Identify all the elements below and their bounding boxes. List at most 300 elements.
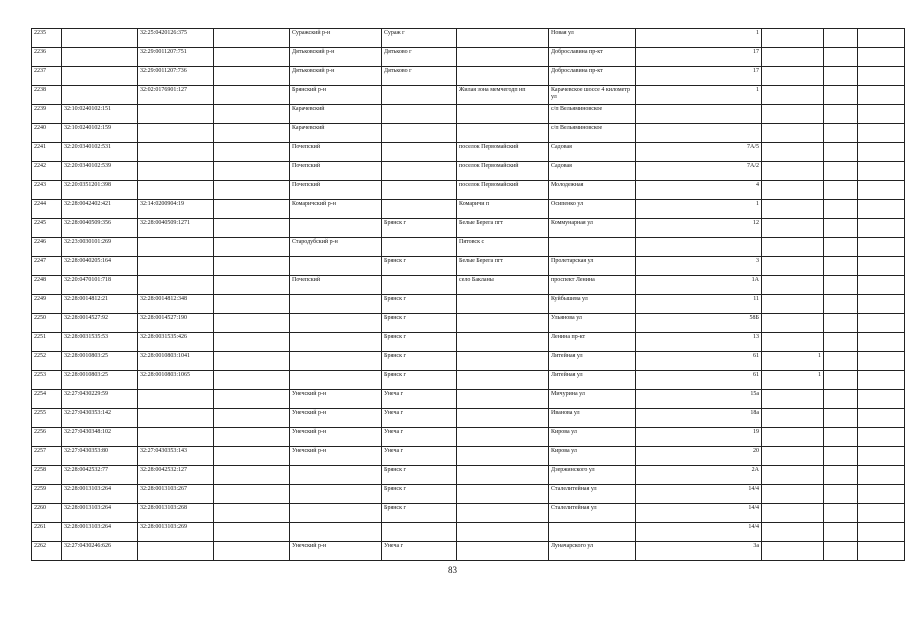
district-cell: Унечский р-н (290, 428, 382, 447)
empty-cell (214, 409, 290, 428)
building-cell (762, 466, 824, 485)
building-cell (762, 333, 824, 352)
street-cell: Луначарского ул (549, 542, 636, 561)
row-number-cell: 2235 (32, 29, 62, 48)
table-row (32, 86, 905, 105)
settlement-cell (457, 428, 549, 447)
city-cell: Унеча г (382, 447, 457, 466)
street-cell: Садовая (549, 143, 636, 162)
house-number-cell: 14/4 (636, 485, 762, 504)
house-number-cell (636, 105, 762, 124)
settlement-cell: Белые Берега пгт (457, 219, 549, 238)
house-number-cell: 61 (636, 352, 762, 371)
district-cell (290, 219, 382, 238)
city-cell: Брянск г (382, 371, 457, 390)
extra-cell-2 (858, 428, 905, 447)
building-cell (762, 143, 824, 162)
district-cell: Почепский (290, 181, 382, 200)
district-cell: Дятьковский р-н (290, 67, 382, 86)
house-number-cell (636, 238, 762, 257)
street-cell: с/п Вельяминовское (549, 124, 636, 143)
table-row (32, 428, 905, 447)
extra-cell (824, 181, 858, 200)
house-number-cell: 15а (636, 390, 762, 409)
house-number-cell: 14/4 (636, 504, 762, 523)
district-cell: Унечский р-н (290, 390, 382, 409)
city-cell: Брянск г (382, 466, 457, 485)
table-row (32, 200, 905, 219)
extra-cell (824, 371, 858, 390)
city-cell (382, 162, 457, 181)
district-cell (290, 257, 382, 276)
district-cell (290, 295, 382, 314)
cadastral-number-cell: 32:28:0040205:164 (62, 257, 138, 276)
city-cell: Брянск г (382, 485, 457, 504)
settlement-cell (457, 390, 549, 409)
settlement-cell: Жилая зона мемчегодп нп (457, 86, 549, 105)
row-number-cell: 2259 (32, 485, 62, 504)
settlement-cell (457, 485, 549, 504)
settlement-cell (457, 371, 549, 390)
settlement-cell: поселок Первомайский (457, 162, 549, 181)
parent-cadastral-number-cell: 32:28:0010803:1065 (138, 371, 214, 390)
building-cell (762, 542, 824, 561)
house-number-cell: 2А (636, 466, 762, 485)
extra-cell-2 (858, 124, 905, 143)
house-number-cell: 20 (636, 447, 762, 466)
house-number-cell: 7А/2 (636, 162, 762, 181)
row-number-cell: 2246 (32, 238, 62, 257)
cadastral-number-cell: 32:20:0340102:539 (62, 162, 138, 181)
extra-cell-2 (858, 447, 905, 466)
empty-cell (214, 314, 290, 333)
extra-cell (824, 143, 858, 162)
city-cell: Унеча г (382, 390, 457, 409)
empty-cell (214, 143, 290, 162)
house-number-cell: 1 (636, 86, 762, 105)
house-number-cell: 1 (636, 29, 762, 48)
settlement-cell (457, 504, 549, 523)
street-cell: Мичурина ул (549, 390, 636, 409)
parent-cadastral-number-cell (138, 390, 214, 409)
extra-cell-2 (858, 67, 905, 86)
settlement-cell (457, 542, 549, 561)
parent-cadastral-number-cell: 32:27:0430353:143 (138, 447, 214, 466)
settlement-cell: Комаричи п (457, 200, 549, 219)
city-cell: Брянск г (382, 504, 457, 523)
empty-cell (214, 352, 290, 371)
row-number-cell: 2241 (32, 143, 62, 162)
building-cell (762, 124, 824, 143)
row-number-cell: 2251 (32, 333, 62, 352)
cadastral-number-cell: 32:28:0014812:21 (62, 295, 138, 314)
table-row (32, 29, 905, 48)
district-cell (290, 371, 382, 390)
district-cell: Брянский р-н (290, 86, 382, 105)
settlement-cell: Белые Берега пгт (457, 257, 549, 276)
district-cell: Почепский (290, 276, 382, 295)
house-number-cell: 17 (636, 67, 762, 86)
building-cell (762, 86, 824, 105)
parent-cadastral-number-cell (138, 162, 214, 181)
table-row (32, 333, 905, 352)
street-cell: Кирова ул (549, 428, 636, 447)
street-cell: Ленина пр-кт (549, 333, 636, 352)
parent-cadastral-number-cell: 32:28:0013103:269 (138, 523, 214, 542)
table-row (32, 447, 905, 466)
table-row (32, 105, 905, 124)
city-cell: Брянск г (382, 333, 457, 352)
table-body (32, 29, 905, 561)
building-cell (762, 295, 824, 314)
parent-cadastral-number-cell (138, 124, 214, 143)
extra-cell-2 (858, 48, 905, 67)
extra-cell (824, 352, 858, 371)
settlement-cell: село Бакланы (457, 276, 549, 295)
empty-cell (214, 523, 290, 542)
parent-cadastral-number-cell (138, 542, 214, 561)
district-cell: Унечский р-н (290, 409, 382, 428)
cadastral-number-cell: 32:28:0010803:25 (62, 352, 138, 371)
district-cell: Унечский р-н (290, 447, 382, 466)
district-cell: Карачевский (290, 124, 382, 143)
row-number-cell: 2257 (32, 447, 62, 466)
row-number-cell: 2244 (32, 200, 62, 219)
extra-cell (824, 314, 858, 333)
parent-cadastral-number-cell: 32:29:0011207:751 (138, 48, 214, 67)
empty-cell (214, 200, 290, 219)
parent-cadastral-number-cell (138, 238, 214, 257)
extra-cell-2 (858, 276, 905, 295)
row-number-cell: 2242 (32, 162, 62, 181)
empty-cell (214, 238, 290, 257)
settlement-cell: Пятовск с (457, 238, 549, 257)
table-row (32, 143, 905, 162)
cadastral-number-cell: 32:28:0010803:25 (62, 371, 138, 390)
row-number-cell: 2245 (32, 219, 62, 238)
district-cell: Почепский (290, 143, 382, 162)
city-cell (382, 105, 457, 124)
extra-cell (824, 333, 858, 352)
house-number-cell: 61 (636, 371, 762, 390)
table-row (32, 67, 905, 86)
city-cell: Сураж г (382, 29, 457, 48)
row-number-cell: 2249 (32, 295, 62, 314)
extra-cell-2 (858, 333, 905, 352)
street-cell: Ульянова ул (549, 314, 636, 333)
empty-cell (214, 67, 290, 86)
parent-cadastral-number-cell: 32:28:0010803:1041 (138, 352, 214, 371)
parent-cadastral-number-cell: 32:28:0040509:1271 (138, 219, 214, 238)
street-cell: Литейная ул (549, 371, 636, 390)
row-number-cell: 2254 (32, 390, 62, 409)
empty-cell (214, 295, 290, 314)
parent-cadastral-number-cell: 32:28:0042532:127 (138, 466, 214, 485)
empty-cell (214, 257, 290, 276)
building-cell (762, 409, 824, 428)
row-number-cell: 2238 (32, 86, 62, 105)
empty-cell (214, 333, 290, 352)
extra-cell-2 (858, 352, 905, 371)
parent-cadastral-number-cell (138, 276, 214, 295)
cadastral-number-cell: 32:28:0014527:92 (62, 314, 138, 333)
row-number-cell: 2261 (32, 523, 62, 542)
empty-cell (214, 162, 290, 181)
empty-cell (214, 485, 290, 504)
settlement-cell (457, 67, 549, 86)
settlement-cell (457, 314, 549, 333)
city-cell: Унеча г (382, 409, 457, 428)
cadastral-number-cell: 32:23:0030101:269 (62, 238, 138, 257)
city-cell: Унеча г (382, 542, 457, 561)
parent-cadastral-number-cell (138, 105, 214, 124)
row-number-cell: 2262 (32, 542, 62, 561)
cadastral-number-cell: 32:20:0351201:398 (62, 181, 138, 200)
empty-cell (214, 48, 290, 67)
house-number-cell: 12 (636, 219, 762, 238)
row-number-cell: 2239 (32, 105, 62, 124)
empty-cell (214, 447, 290, 466)
street-cell: Садовая (549, 162, 636, 181)
cadastral-number-cell: 32:28:0042402:421 (62, 200, 138, 219)
street-cell: Кирова ул (549, 447, 636, 466)
extra-cell-2 (858, 200, 905, 219)
house-number-cell: 3а (636, 542, 762, 561)
extra-cell-2 (858, 105, 905, 124)
cadastral-number-cell: 32:28:0013103:264 (62, 485, 138, 504)
table-row (32, 485, 905, 504)
table-row (32, 314, 905, 333)
building-cell (762, 276, 824, 295)
extra-cell (824, 466, 858, 485)
settlement-cell: поселок Первомайский (457, 143, 549, 162)
table-row (32, 352, 905, 371)
settlement-cell (457, 124, 549, 143)
table-row (32, 48, 905, 67)
settlement-cell: поселок Первомайский (457, 181, 549, 200)
row-number-cell: 2243 (32, 181, 62, 200)
extra-cell (824, 200, 858, 219)
row-number-cell: 2237 (32, 67, 62, 86)
table-row (32, 523, 905, 542)
parent-cadastral-number-cell: 32:28:0014527:190 (138, 314, 214, 333)
cadastral-number-cell: 32:20:0470101:718 (62, 276, 138, 295)
house-number-cell (636, 124, 762, 143)
extra-cell-2 (858, 238, 905, 257)
cadastral-number-cell: 32:28:0040509:356 (62, 219, 138, 238)
cadastral-number-cell: 32:28:0013103:264 (62, 523, 138, 542)
city-cell: Брянск г (382, 257, 457, 276)
building-cell (762, 485, 824, 504)
empty-cell (214, 219, 290, 238)
house-number-cell: 17 (636, 48, 762, 67)
street-cell: проспект Ленина (549, 276, 636, 295)
district-cell (290, 504, 382, 523)
building-cell (762, 181, 824, 200)
building-cell (762, 162, 824, 181)
district-cell: Карачевский (290, 105, 382, 124)
table-row (32, 295, 905, 314)
extra-cell (824, 542, 858, 561)
parent-cadastral-number-cell (138, 181, 214, 200)
settlement-cell (457, 48, 549, 67)
city-cell (382, 238, 457, 257)
extra-cell (824, 48, 858, 67)
city-cell (382, 86, 457, 105)
cadastral-number-cell (62, 67, 138, 86)
street-cell: Коммунарная ул (549, 219, 636, 238)
city-cell: Унеча г (382, 428, 457, 447)
settlement-cell (457, 409, 549, 428)
district-cell (290, 485, 382, 504)
house-number-cell: 7А/5 (636, 143, 762, 162)
settlement-cell (457, 105, 549, 124)
parent-cadastral-number-cell (138, 428, 214, 447)
cadastral-number-cell: 32:20:0340102:531 (62, 143, 138, 162)
district-cell: Унечский р-н (290, 542, 382, 561)
table-row (32, 124, 905, 143)
cadastral-number-cell: 32:27:0430246:626 (62, 542, 138, 561)
district-cell: Почепский (290, 162, 382, 181)
empty-cell (214, 466, 290, 485)
extra-cell-2 (858, 295, 905, 314)
table-row (32, 504, 905, 523)
cadastral-number-cell: 32:27:0430353:142 (62, 409, 138, 428)
extra-cell (824, 276, 858, 295)
cadastral-number-cell (62, 86, 138, 105)
house-number-cell: 58Б (636, 314, 762, 333)
registry-table-container (31, 28, 874, 561)
extra-cell (824, 219, 858, 238)
empty-cell (214, 371, 290, 390)
parent-cadastral-number-cell: 32:28:0014812:348 (138, 295, 214, 314)
street-cell: Иванова ул (549, 409, 636, 428)
city-cell: Дятьково г (382, 48, 457, 67)
cadastral-number-cell: 32:10:0240102:159 (62, 124, 138, 143)
street-cell: Карачевское шоссе 4 километр ул (549, 86, 636, 105)
district-cell: Дятьковский р-н (290, 48, 382, 67)
building-cell (762, 29, 824, 48)
district-cell: Комаричский р-н (290, 200, 382, 219)
table-row (32, 257, 905, 276)
extra-cell (824, 29, 858, 48)
street-cell: Осипенко ул (549, 200, 636, 219)
settlement-cell (457, 466, 549, 485)
district-cell (290, 466, 382, 485)
registry-table (31, 28, 905, 561)
parent-cadastral-number-cell: 32:02:0176901:127 (138, 86, 214, 105)
empty-cell (214, 105, 290, 124)
building-cell (762, 523, 824, 542)
street-cell (549, 523, 636, 542)
district-cell (290, 523, 382, 542)
row-number-cell: 2260 (32, 504, 62, 523)
street-cell: Новая ул (549, 29, 636, 48)
empty-cell (214, 504, 290, 523)
parent-cadastral-number-cell: 32:29:0011207:736 (138, 67, 214, 86)
building-cell (762, 219, 824, 238)
city-cell (382, 523, 457, 542)
cadastral-number-cell (62, 29, 138, 48)
house-number-cell: 19 (636, 428, 762, 447)
empty-cell (214, 29, 290, 48)
page-number: 83 (448, 565, 457, 575)
city-cell: Брянск г (382, 314, 457, 333)
city-cell (382, 276, 457, 295)
extra-cell-2 (858, 371, 905, 390)
row-number-cell: 2247 (32, 257, 62, 276)
settlement-cell (457, 523, 549, 542)
street-cell: Молодежная (549, 181, 636, 200)
house-number-cell: 11 (636, 295, 762, 314)
parent-cadastral-number-cell (138, 257, 214, 276)
city-cell: Брянск г (382, 352, 457, 371)
city-cell (382, 200, 457, 219)
extra-cell-2 (858, 409, 905, 428)
empty-cell (214, 542, 290, 561)
empty-cell (214, 428, 290, 447)
city-cell (382, 181, 457, 200)
district-cell (290, 333, 382, 352)
house-number-cell: 18а (636, 409, 762, 428)
parent-cadastral-number-cell: 32:28:0031535:426 (138, 333, 214, 352)
table-row (32, 181, 905, 200)
row-number-cell: 2255 (32, 409, 62, 428)
table-row (32, 162, 905, 181)
row-number-cell: 2258 (32, 466, 62, 485)
row-number-cell: 2253 (32, 371, 62, 390)
settlement-cell (457, 295, 549, 314)
district-cell: Стародубский р-н (290, 238, 382, 257)
row-number-cell: 2236 (32, 48, 62, 67)
cadastral-number-cell: 32:28:0031535:53 (62, 333, 138, 352)
extra-cell (824, 257, 858, 276)
street-cell: Доброславина пр-кт (549, 48, 636, 67)
extra-cell (824, 295, 858, 314)
parent-cadastral-number-cell (138, 143, 214, 162)
extra-cell (824, 523, 858, 542)
city-cell: Брянск г (382, 219, 457, 238)
street-cell: с/п Вельяминовское (549, 105, 636, 124)
table-row (32, 219, 905, 238)
extra-cell (824, 447, 858, 466)
building-cell (762, 238, 824, 257)
cadastral-number-cell (62, 48, 138, 67)
extra-cell-2 (858, 181, 905, 200)
city-cell (382, 124, 457, 143)
extra-cell-2 (858, 86, 905, 105)
extra-cell (824, 390, 858, 409)
row-number-cell: 2256 (32, 428, 62, 447)
empty-cell (214, 124, 290, 143)
extra-cell (824, 162, 858, 181)
house-number-cell: 4 (636, 181, 762, 200)
district-cell: Суражский р-н (290, 29, 382, 48)
row-number-cell: 2248 (32, 276, 62, 295)
settlement-cell (457, 447, 549, 466)
table-row (32, 542, 905, 561)
building-cell (762, 257, 824, 276)
building-cell: 1 (762, 371, 824, 390)
house-number-cell: 3 (636, 257, 762, 276)
extra-cell-2 (858, 314, 905, 333)
empty-cell (214, 390, 290, 409)
parent-cadastral-number-cell: 32:28:0013103:268 (138, 504, 214, 523)
cadastral-number-cell: 32:27:0430353:80 (62, 447, 138, 466)
building-cell (762, 200, 824, 219)
extra-cell-2 (858, 390, 905, 409)
extra-cell-2 (858, 29, 905, 48)
